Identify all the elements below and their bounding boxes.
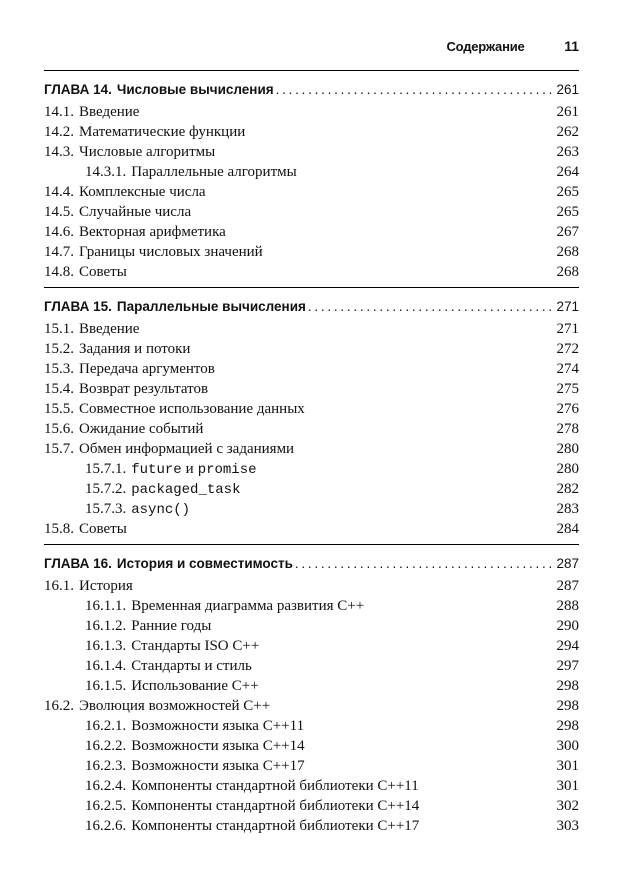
- dot-leader: [276, 78, 553, 102]
- toc-page-number: 303: [556, 818, 579, 834]
- toc-title: Использование C++: [131, 678, 259, 694]
- toc-page-number: 283: [556, 501, 579, 517]
- toc-page-number: 298: [556, 678, 579, 694]
- toc-section[interactable]: [44, 696, 579, 716]
- chapter-rule: [44, 287, 579, 288]
- toc-section[interactable]: [44, 102, 579, 122]
- toc-title: Параллельные алгоритмы: [131, 164, 297, 180]
- toc-page-number: 280: [556, 461, 579, 477]
- toc-title: Эволюция возможностей C++: [79, 698, 271, 714]
- toc-title: Временная диаграмма развития C++: [131, 598, 365, 614]
- toc-title: Задания и потоки: [79, 341, 191, 357]
- toc-page-number: 268: [556, 244, 579, 260]
- toc-title: [131, 479, 240, 500]
- toc-title: Границы числовых значений: [79, 244, 263, 260]
- toc-number: 14.6.: [44, 224, 74, 240]
- toc-number: 16.2.: [44, 698, 74, 714]
- toc-section[interactable]: [44, 262, 579, 282]
- toc-title: Комплексные числа: [79, 184, 206, 200]
- toc-page-number: 290: [556, 618, 579, 634]
- toc-title: Возможности языка C++14: [131, 738, 305, 754]
- toc-page-number: 274: [556, 361, 579, 377]
- toc-subsection[interactable]: [44, 816, 579, 836]
- toc-title: Ожидание событий: [79, 421, 204, 437]
- toc-number: 15.6.: [44, 421, 74, 437]
- toc-number: 14.1.: [44, 104, 74, 120]
- toc-title: Советы: [79, 264, 127, 280]
- toc-subsection[interactable]: [44, 716, 579, 736]
- toc-title: Совместное использование данных: [79, 401, 305, 417]
- toc-chapter[interactable]: [44, 295, 579, 319]
- toc-page-number: 287: [556, 556, 579, 571]
- toc-number: 14.2.: [44, 124, 74, 140]
- toc-number: 16.1.5.: [85, 678, 127, 694]
- toc-title: Ранние годы: [131, 618, 212, 634]
- toc-number: 16.1.2.: [85, 618, 127, 634]
- toc-subsection[interactable]: [44, 499, 579, 519]
- toc-page-number: 284: [556, 521, 579, 537]
- toc-title: Стандарты ISO C++: [131, 638, 260, 654]
- toc-title: Введение: [79, 104, 140, 120]
- toc-title: [131, 459, 256, 480]
- toc-subsection[interactable]: [44, 676, 579, 696]
- toc-subsection[interactable]: [44, 616, 579, 636]
- toc-section[interactable]: [44, 439, 579, 459]
- toc-number: 15.7.2.: [85, 481, 127, 497]
- toc-number: 15.4.: [44, 381, 74, 397]
- toc-page-number: 263: [556, 144, 579, 160]
- toc-chapter[interactable]: [44, 552, 579, 576]
- toc-section[interactable]: [44, 202, 579, 222]
- dot-leader: [308, 295, 553, 319]
- toc-number: 16.1.: [44, 578, 74, 594]
- toc-title: Случайные числа: [79, 204, 192, 220]
- toc-title: Стандарты и стиль: [131, 658, 252, 674]
- toc-title: Возможности языка C++11: [131, 718, 305, 734]
- toc-title: Компоненты стандартной библиотеки C++11: [131, 778, 419, 794]
- toc-title: Обмен информацией с заданиями: [79, 441, 295, 457]
- toc-number: 14.3.: [44, 144, 74, 160]
- toc-chapter[interactable]: [44, 78, 579, 102]
- toc-section[interactable]: [44, 319, 579, 339]
- toc-page-number: 298: [556, 698, 579, 714]
- toc-number: 15.7.: [44, 441, 74, 457]
- toc-page-number: 280: [556, 441, 579, 457]
- toc-number: 15.8.: [44, 521, 74, 537]
- toc-page-number: 287: [556, 578, 579, 594]
- toc-title: Возможности языка C++17: [131, 758, 305, 774]
- toc-page-number: 271: [556, 299, 579, 314]
- toc-number: 16.2.1.: [85, 718, 127, 734]
- toc-page-number: 278: [556, 421, 579, 437]
- toc-number: ГЛАВА 15.: [44, 299, 112, 314]
- toc-page-number: 288: [556, 598, 579, 614]
- toc-page-number: 275: [556, 381, 579, 397]
- toc-number: 16.1.3.: [85, 638, 127, 654]
- toc-number: 16.2.2.: [85, 738, 127, 754]
- toc-section[interactable]: [44, 122, 579, 142]
- toc-subsection[interactable]: [44, 459, 579, 479]
- toc-section[interactable]: [44, 339, 579, 359]
- toc-title: Компоненты стандартной библиотеки C++14: [131, 798, 420, 814]
- toc-number: 16.2.6.: [85, 818, 127, 834]
- toc-title: Введение: [79, 321, 140, 337]
- toc-page-number: 301: [556, 778, 579, 794]
- toc-title: [131, 499, 190, 520]
- toc-number: 14.7.: [44, 244, 74, 260]
- toc-subsection[interactable]: [44, 656, 579, 676]
- toc-number: 16.2.5.: [85, 798, 127, 814]
- toc-section[interactable]: [44, 399, 579, 419]
- toc-code-term: async(): [131, 502, 191, 518]
- toc-page-number: 261: [556, 104, 579, 120]
- toc-title: История и совместимость: [116, 556, 293, 571]
- toc-subsection[interactable]: [44, 636, 579, 656]
- toc-page-number: 297: [556, 658, 579, 674]
- toc-number: 16.1.1.: [85, 598, 127, 614]
- toc-subsection[interactable]: [44, 479, 579, 499]
- toc-page-number: 294: [556, 638, 579, 654]
- dot-leader: [295, 552, 553, 576]
- toc-number: 14.8.: [44, 264, 74, 280]
- toc-number: 14.3.1.: [85, 164, 127, 180]
- toc-title: Компоненты стандартной библиотеки C++17: [131, 818, 420, 834]
- toc-number: 14.4.: [44, 184, 74, 200]
- chapter-rule: [44, 544, 579, 545]
- toc-section[interactable]: [44, 222, 579, 242]
- toc-title: Передача аргументов: [79, 361, 215, 377]
- toc-title: Векторная арифметика: [79, 224, 226, 240]
- toc-subsection[interactable]: [44, 736, 579, 756]
- toc-page-number: 301: [556, 758, 579, 774]
- toc-section[interactable]: [44, 379, 579, 399]
- toc-title: Советы: [79, 521, 127, 537]
- toc-section[interactable]: [44, 519, 579, 539]
- toc-page-number: 267: [556, 224, 579, 240]
- toc-title: Числовые вычисления: [116, 82, 274, 97]
- toc-subsection[interactable]: [44, 756, 579, 776]
- toc-number: 15.2.: [44, 341, 74, 357]
- toc-section[interactable]: [44, 576, 579, 596]
- toc-conjunction: и: [185, 461, 194, 477]
- running-head: [446, 38, 579, 54]
- toc-title: Числовые алгоритмы: [79, 144, 216, 160]
- toc-number: ГЛАВА 14.: [44, 82, 112, 97]
- toc-number: 16.1.4.: [85, 658, 127, 674]
- toc-code-term: promise: [197, 462, 257, 478]
- toc-subsection[interactable]: [44, 596, 579, 616]
- toc-page-number: 268: [556, 264, 579, 280]
- toc-title: Возврат результатов: [79, 381, 209, 397]
- toc-page-number: 271: [556, 321, 579, 337]
- toc-page-number: 265: [556, 204, 579, 220]
- toc-number: 15.7.1.: [85, 461, 127, 477]
- toc-subsection[interactable]: [44, 796, 579, 816]
- toc-page-number: 298: [556, 718, 579, 734]
- toc-code-term: packaged_task: [131, 482, 241, 498]
- toc-section[interactable]: [44, 142, 579, 162]
- toc-page-number: 302: [556, 798, 579, 814]
- toc-number: 16.2.3.: [85, 758, 127, 774]
- toc-section[interactable]: [44, 359, 579, 379]
- toc-section[interactable]: [44, 419, 579, 439]
- toc-number: 15.1.: [44, 321, 74, 337]
- toc-page-number: 282: [556, 481, 579, 497]
- toc-number: 16.2.4.: [85, 778, 127, 794]
- toc-number: 15.3.: [44, 361, 74, 377]
- running-head-title: Содержание: [446, 39, 525, 54]
- toc-page-number: 272: [556, 341, 579, 357]
- toc-page-number: 264: [556, 164, 579, 180]
- toc-page-number: 300: [556, 738, 579, 754]
- toc-number: 15.5.: [44, 401, 74, 417]
- toc-title: История: [79, 578, 133, 594]
- toc-page-number: 265: [556, 184, 579, 200]
- toc-section[interactable]: [44, 182, 579, 202]
- toc-subsection[interactable]: [44, 162, 579, 182]
- toc-page-number: 276: [556, 401, 579, 417]
- toc-code-term: future: [131, 462, 182, 478]
- toc-title: Математические функции: [79, 124, 246, 140]
- chapter-rule: [44, 70, 579, 71]
- toc-number: 14.5.: [44, 204, 74, 220]
- toc-number: ГЛАВА 16.: [44, 556, 112, 571]
- toc-section[interactable]: [44, 242, 579, 262]
- toc-page-number: 261: [556, 82, 579, 97]
- toc-number: 15.7.3.: [85, 501, 127, 517]
- table-of-contents: [44, 70, 579, 836]
- page-number: 11: [564, 38, 579, 54]
- toc-title: Параллельные вычисления: [116, 299, 306, 314]
- toc-page-number: 262: [556, 124, 579, 140]
- toc-subsection[interactable]: [44, 776, 579, 796]
